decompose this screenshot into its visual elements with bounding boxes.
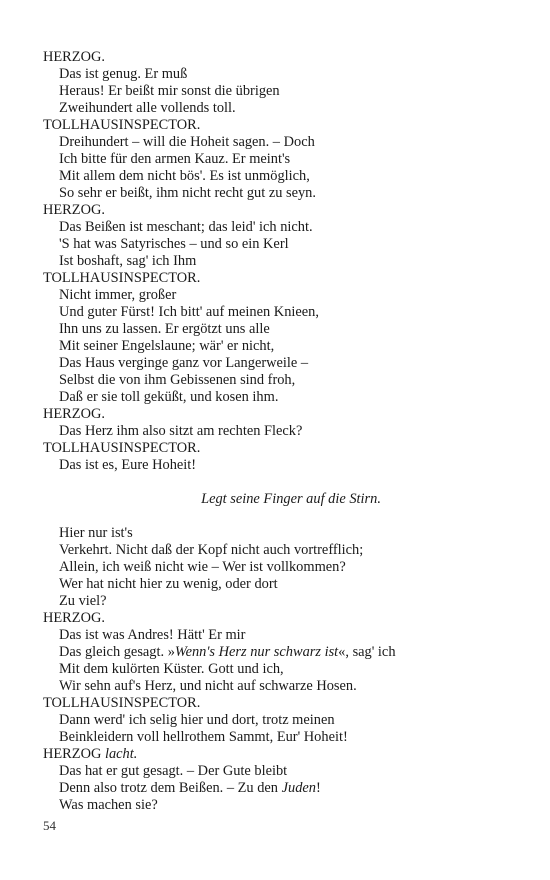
speaker-name: HERZOG. <box>43 406 105 422</box>
text-segment: ! <box>315 780 321 796</box>
verse-line: Daß er sie toll geküßt, und kosen ihm. <box>59 389 279 405</box>
play-text <box>43 49 523 814</box>
speaker-name: TOLLHAUSINSPECTOR. <box>43 270 201 286</box>
verse-line: Allein, ich weiß nicht wie – Wer ist vollkommen? <box>59 559 346 575</box>
verse-line: Hier nur ist's <box>59 525 133 541</box>
verse-line: Verkehrt. Nicht daß der Kopf nicht auch vortrefflich; <box>59 542 364 558</box>
speaker-name: HERZOG. <box>43 610 105 626</box>
verse-line: Das ist genug. Er muß <box>59 66 188 82</box>
speaker-name <box>43 746 523 763</box>
speaker-name: TOLLHAUSINSPECTOR. <box>43 117 201 133</box>
verse-line: So sehr er beißt, ihm nicht recht gut zu seyn. <box>59 185 316 201</box>
speaker-name: TOLLHAUSINSPECTOR. <box>43 695 201 711</box>
verse-line: 'S hat was Satyrisches – und so ein Kerl <box>59 236 289 252</box>
verse-line: Nicht immer, großer <box>59 287 177 303</box>
speaker-name: HERZOG. <box>43 202 105 218</box>
verse-line: Mit seiner Engelslaune; wär' er nicht, <box>59 338 275 354</box>
verse-line <box>43 644 523 661</box>
page-number: 54 <box>43 818 56 833</box>
verse-line: Das Herz ihm also sitzt am rechten Fleck? <box>59 423 303 439</box>
blank-line <box>43 508 523 525</box>
verse-line: Dreihundert – will die Hoheit sagen. – Doch <box>59 134 315 150</box>
verse-line: Mit allem dem nicht bös'. Es ist unmöglich, <box>59 168 310 184</box>
verse-line: Zu viel? <box>59 593 107 609</box>
text-segment: Denn also trotz dem Beißen. – Zu den <box>59 780 282 796</box>
verse-line: Das Beißen ist meschant; das leid' ich nicht. <box>59 219 313 235</box>
verse-line: Wir sehn auf's Herz, und nicht auf schwarze Hosen. <box>59 678 357 694</box>
verse-line: Ihn uns zu lassen. Er ergötzt uns alle <box>59 321 270 337</box>
verse-line: Und guter Fürst! Ich bitt' auf meinen Knieen, <box>59 304 319 320</box>
verse-line: Mit dem kulörten Küster. Gott und ich, <box>59 661 284 677</box>
verse-line: Das Haus verginge ganz vor Langerweile – <box>59 355 309 371</box>
verse-line: Was machen sie? <box>59 797 158 813</box>
verse-line: Das ist es, Eure Hoheit! <box>59 457 197 473</box>
verse-line: Zweihundert alle vollends toll. <box>59 100 236 116</box>
verse-line: Das hat er gut gesagt. – Der Gute bleibt <box>59 763 288 779</box>
text-segment: Das gleich gesagt. » <box>59 644 175 660</box>
verse-line: Beinkleidern voll hellrothem Sammt, Eur' Hoheit! <box>59 729 348 745</box>
verse-line <box>43 780 523 797</box>
verse-line: Dann werd' ich selig hier und dort, trotz meinen <box>59 712 335 728</box>
text-segment: HERZOG <box>43 746 105 762</box>
verse-line: Ich bitte für den armen Kauz. Er meint's <box>59 151 291 167</box>
italic-segment: Juden <box>281 780 316 796</box>
verse-line: Heraus! Er beißt mir sonst die übrigen <box>59 83 280 99</box>
blank-line <box>43 474 523 491</box>
verse-line: Ist boshaft, sag' ich Ihm <box>59 253 197 269</box>
text-segment: «, sag' ich <box>338 644 396 660</box>
stage-direction: Legt seine Finger auf die Stirn. <box>201 491 381 507</box>
italic-segment: lacht. <box>104 746 138 762</box>
italic-segment: Wenn's Herz nur schwarz ist <box>174 644 339 660</box>
verse-line: Selbst die von ihm Gebissenen sind froh, <box>59 372 296 388</box>
verse-line: Wer hat nicht hier zu wenig, oder dort <box>59 576 278 592</box>
speaker-name: TOLLHAUSINSPECTOR. <box>43 440 201 456</box>
verse-line: Das ist was Andres! Hätt' Er mir <box>59 627 246 643</box>
speaker-name: HERZOG. <box>43 49 105 65</box>
